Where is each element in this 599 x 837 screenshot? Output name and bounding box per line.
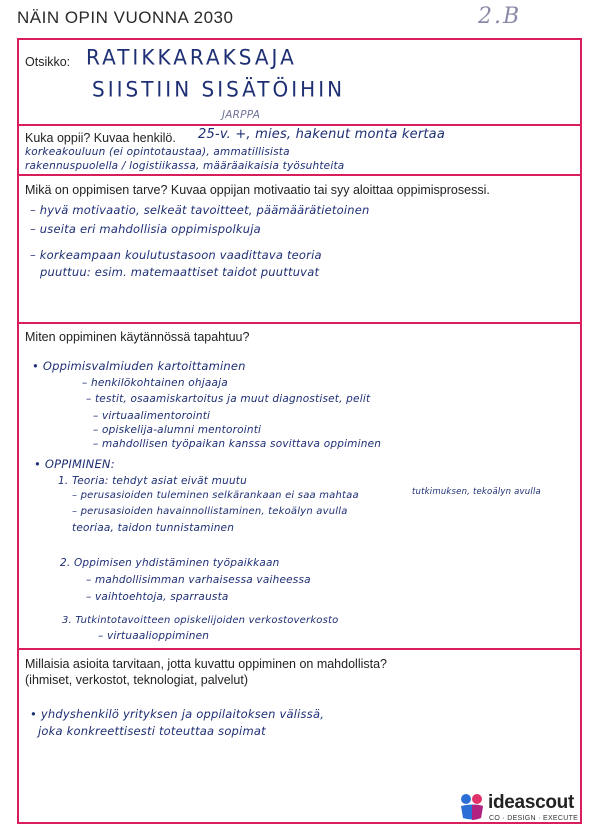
millaisia-handwriting-line: joka konkreettisesti toteuttaa sopimat [38,724,266,738]
tarve-handwriting-line: – hyvä motivaatio, selkeät tavoitteet, päämäärätietoinen [30,203,370,217]
miten-handwriting-line: – henkilökohtainen ohjaaja [82,377,228,389]
miten-handwriting-line: teoriaa, taidon tunnistaminen [72,522,235,534]
kuka-label: Kuka oppii? Kuvaa henkilö. [25,131,176,145]
millaisia-handwriting-line: • yhdyshenkilö yrityksen ja oppilaitoksen välissä, [30,707,325,721]
miten-handwriting-insert: tutkimuksen, tekoälyn avulla [412,487,541,497]
tarve-handwriting-line: puuttuu: esim. matemaattiset taidot puuttuvat [40,265,320,279]
section-divider [17,174,582,176]
section-divider [17,648,582,650]
miten-handwriting-line: • OPPIMINEN: [34,457,115,471]
miten-handwriting-line: 2. Oppimisen yhdistäminen työpaikkaan [60,557,280,569]
section-divider [17,124,582,126]
miten-handwriting-line: – perusasioiden havainnollistaminen, tekoälyn avulla [72,506,348,517]
miten-label: Miten oppiminen käytännössä tapahtuu? [25,330,250,344]
miten-handwriting-line: – vaihtoehtoja, sparrausta [86,591,229,603]
miten-handwriting-line: 1. Teoria: tehdyt asiat eivät muutu [58,475,247,487]
miten-handwriting-line: – virtuaalimentorointi [93,410,211,422]
section-divider [17,322,582,324]
tarve-handwriting-line: – useita eri mahdollisia oppimispolkuja [30,222,261,236]
kuka-handwriting-line: 25-v. +, mies, hakenut monta kertaa [198,127,445,142]
otsikko-label: Otsikko: [25,55,71,69]
ideascout-logo [458,792,588,828]
otsikko-annotation: JARPPA [222,109,261,121]
corner-note: 2.B [478,4,522,29]
miten-handwriting-line: – opiskelija-alumni mentorointi [93,424,262,436]
miten-handwriting-line: – perusasioiden tuleminen selkärankaan ei saa mahtaa [72,490,359,501]
page-title: NÄIN OPIN VUONNA 2030 [17,8,234,27]
otsikko-handwriting-line-2: SIISTIIN SISÄTÖIHIN [92,76,346,102]
miten-handwriting-line: – mahdollisen työpaikan kanssa sovittava oppiminen [93,438,382,450]
miten-handwriting-line: – testit, osaamiskartoitus ja muut diagnostiset, pelit [86,393,371,405]
otsikko-handwriting-line-1: RATIKKARAKSAJA [86,44,297,70]
logo-name: ideascout [488,792,574,813]
tarve-handwriting-line: – korkeampaan koulutustasoon vaadittava teoria [30,248,322,262]
miten-handwriting-line: 3. Tutkintotavoitteen opiskelijoiden verkostoverkosto [62,615,339,626]
millaisia-label: Millaisia asioita tarvitaan, jotta kuvattu oppiminen on mahdollista? [25,657,387,671]
miten-handwriting-line: – mahdollisimman varhaisessa vaiheessa [86,574,311,586]
ideascout-logo-mark-icon [458,792,486,822]
miten-handwriting-line: • Oppimisvalmiuden kartoittaminen [32,359,246,373]
kuka-handwriting-line: korkeakouluun (ei opintotaustaa), ammatillisista [25,146,290,158]
logo-tagline: CO · DESIGN · EXECUTE [489,815,579,822]
kuka-handwriting-line: rakennuspuolella / logistiikassa, määräaikaisia työsuhteita [25,160,345,172]
miten-handwriting-line: – virtuaalioppiminen [98,630,210,642]
millaisia-sublabel: (ihmiset, verkostot, teknologiat, palvelut) [25,673,249,687]
tarve-label: Mikä on oppimisen tarve? Kuvaa oppijan motivaatio tai syy aloittaa oppimisprosessi. [25,183,490,197]
